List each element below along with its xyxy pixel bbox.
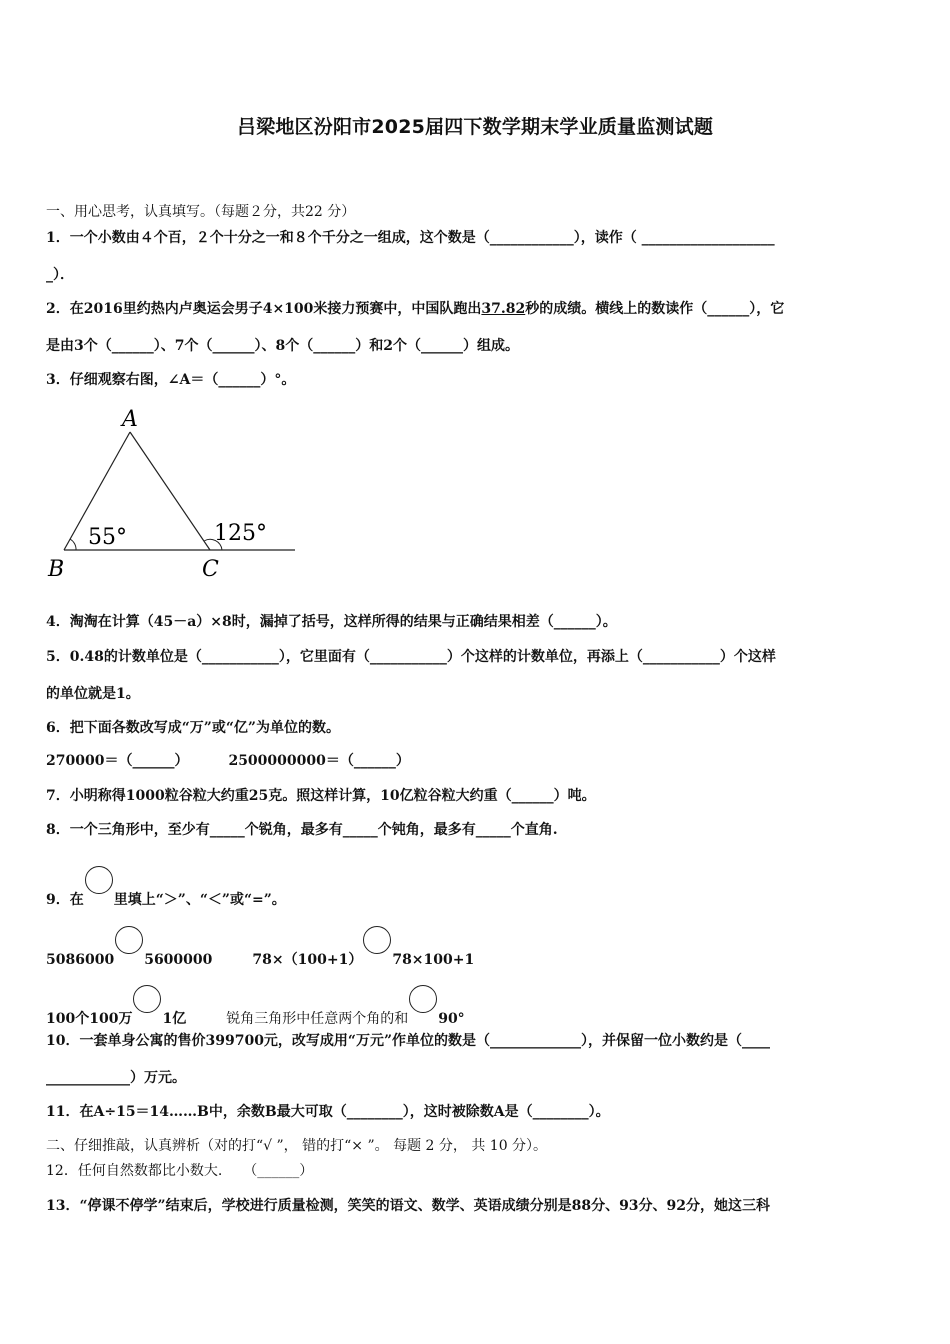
triangle-figure bbox=[40, 400, 310, 585]
question-13: 13．“停课不停学”结束后，学校进行质量检测，笑笑的语文、数学、英语成绩分别是88分、93分、92分，她这三科 bbox=[46, 1198, 771, 1214]
question-1-cont: _）． bbox=[46, 267, 74, 283]
question-1: 1．一个小数由４个百，２个十分之一和８个千分之一组成，这个数是（____________），读作（ ___________________ bbox=[46, 230, 775, 246]
question-5-cont: 的单位就是1。 bbox=[46, 686, 140, 702]
compare-right-4: 90° bbox=[438, 1011, 465, 1027]
compare-circle-1 bbox=[115, 926, 143, 954]
compare-right-1: 5600000 bbox=[144, 952, 213, 968]
question-9-text: 9．在 bbox=[46, 892, 84, 908]
compare-left-2: 78×（100+1） bbox=[252, 952, 363, 968]
question-9 bbox=[46, 866, 286, 909]
question-6-item-2: 2500000000＝（______） bbox=[228, 753, 410, 769]
question-8: 8．一个三角形中，至少有_____个锐角，最多有_____个钝角，最多有_____个直角. bbox=[46, 822, 558, 838]
vertex-label-c: C bbox=[202, 557, 219, 582]
question-9-row-1 bbox=[46, 926, 474, 969]
question-11: 11．在A÷15＝14……B中，余数B最大可取（________），这时被除数A是（________）。 bbox=[46, 1104, 610, 1120]
compare-right-3: 1亿 bbox=[162, 1011, 187, 1027]
section-heading-1: 一、用心思考，认真填写。（每题２分，共22 分） bbox=[46, 204, 356, 220]
question-10: 10．一套单身公寓的售价399700元，改写成用“万元”作单位的数是（_____________），并保留一位小数约是（____ bbox=[46, 1033, 771, 1049]
side-ac bbox=[130, 432, 210, 550]
question-7: 7．小明称得1000粒谷粒大约重25克。照这样计算，10亿粒谷粒大约重（______）吨。 bbox=[46, 788, 596, 804]
question-12: 12．任何自然数都比小数大. （______） bbox=[46, 1163, 314, 1179]
question-6-item-1: 270000＝（______） bbox=[46, 753, 189, 769]
question-4: 4．淘淘在计算（45－a）×8时，漏掉了括号，这样所得的结果与正确结果相差（______）。 bbox=[46, 614, 617, 630]
compare-circle-4 bbox=[409, 985, 437, 1013]
angle-c-value: 125° bbox=[214, 521, 267, 546]
vertex-label-a: A bbox=[122, 407, 138, 432]
vertex-label-b: B bbox=[48, 557, 65, 582]
angle-arc-b bbox=[70, 539, 76, 550]
compare-circle-2 bbox=[363, 926, 391, 954]
compare-left-3: 100个100万 bbox=[46, 1011, 133, 1027]
question-9-text-end: 里填上“＞”、“＜”或“=”。 bbox=[113, 892, 286, 908]
question-6-items bbox=[46, 752, 410, 770]
question-2 bbox=[46, 300, 784, 318]
angle-b-value: 55° bbox=[88, 525, 127, 550]
question-2-text: 2．在2016里约热内卢奥运会男子4×100米接力预赛中，中国队跑出 bbox=[46, 301, 482, 317]
compare-right-2: 78×100+1 bbox=[392, 952, 475, 968]
compare-circle bbox=[85, 866, 113, 894]
question-10-cont: ____________）万元。 bbox=[46, 1070, 186, 1086]
compare-circle-3 bbox=[133, 985, 161, 1013]
question-2-cont: 是由3个（______）、7个（______）、8个（______）和2个（______）组成。 bbox=[46, 338, 519, 354]
question-3: 3．仔细观察右图，∠A＝（______）°。 bbox=[46, 372, 296, 388]
question-9-row-2 bbox=[46, 985, 465, 1028]
compare-left-1: 5086000 bbox=[46, 952, 115, 968]
compare-left-4: 锐角三角形中任意两个角的和 bbox=[226, 1011, 409, 1027]
question-2-text-end: 秒的成绩。横线上的数读作（______），它 bbox=[525, 301, 785, 317]
question-6: 6．把下面各数改写成“万”或“亿”为单位的数。 bbox=[46, 720, 340, 736]
question-5: 5．0.48的计数单位是（___________），它里面有（___________）个这样的计数单位，再添上（___________）个这样 bbox=[46, 649, 776, 665]
page-title: 吕梁地区汾阳市2025届四下数学期末学业质量监测试题 bbox=[236, 116, 714, 138]
underlined-number: 37.82 bbox=[481, 301, 526, 317]
section-heading-2: 二、仔细推敲，认真辨析（对的打“√ ”， 错的打“× ”。 每题 2 分， 共 10 分）。 bbox=[46, 1138, 548, 1154]
